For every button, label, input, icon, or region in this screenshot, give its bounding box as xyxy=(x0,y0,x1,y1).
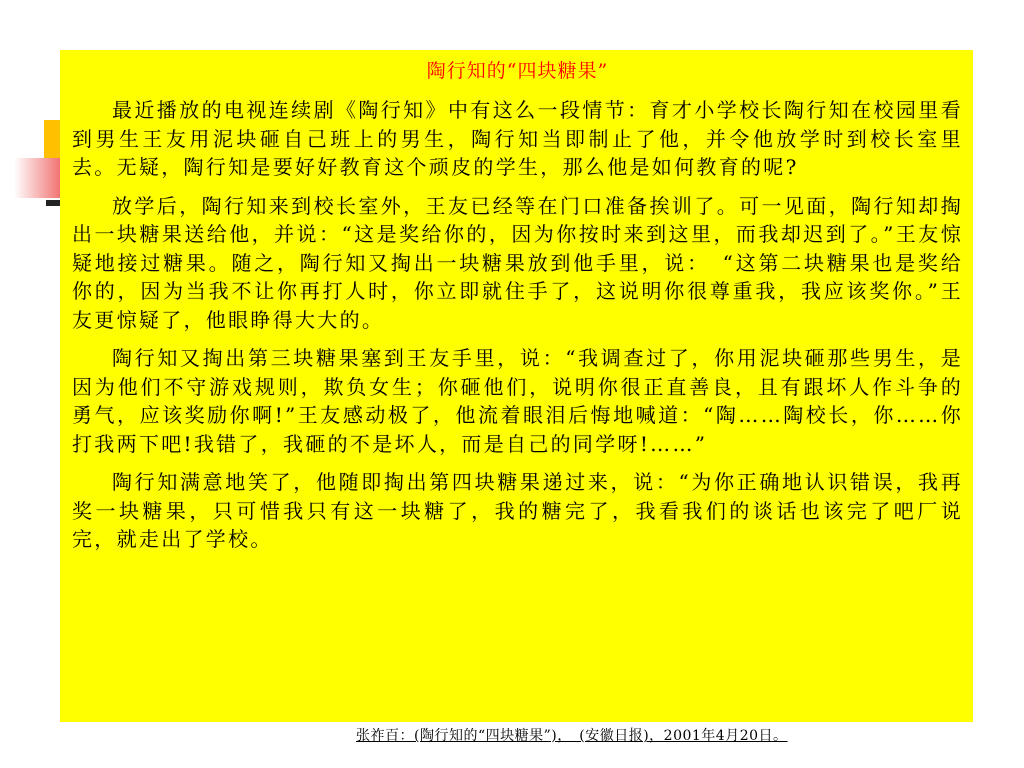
source-citation: 张祚百：(陶行知的“四块糖果”)， (安徽日报)，2001年4月20日。 xyxy=(356,728,788,744)
article-paragraph-1: 最近播放的电视连续剧《陶行知》中有这么一段情节：育才小学校长陶行知在校园里看到男生王友用泥块砸自己班上的男生，陶行知当即制止了他，并令他放学时到校长室里去。无疑，陶行知是要好好教育这个顽皮的学生，那么他是如何教育的呢? xyxy=(72,98,963,179)
article-title: 陶行知的“四块糖果” xyxy=(426,60,609,82)
article-paragraph-3: 陶行知又掏出第三块糖果塞到王友手里，说：“我调查过了，你用泥块砸那些男生，是因为他们不守游戏规则，欺负女生；你砸他们，说明你很正直善良，且有跟坏人作斗争的勇气，应该奖励你啊!”王友感动极了，他流着眼泪后悔地喊道：“陶……陶校长，你……你打我两下吧!我错了，我砸的不是坏人，而是自己的同学呀!……” xyxy=(72,346,963,456)
article-paragraph-4: 陶行知满意地笑了，他随即掏出第四块糖果递过来，说：“为你正确地认识错误，我再奖一块糖果，只可惜我只有这一块糖了，我的糖完了，我看我们的谈话也该完了吧厂说完，就走出了学校。 xyxy=(72,470,963,551)
article-text-box xyxy=(60,50,973,722)
article-paragraph-2: 放学后，陶行知来到校长室外，王友已经等在门口准备挨训了。可一见面，陶行知却掏出一块糖果送给他，并说：“这是奖给你的，因为你按时来到这里，而我却迟到了。”王友惊疑地接过糖果。随之，陶行知又掏出一块糖果放到他手里，说： “这第二块糖果也是奖给你的，因为当我不让你再打人时，你立即就住手了，这说明你很尊重我，我应该奖你。”王友更惊疑了，他眼睁得大大的。 xyxy=(72,193,963,332)
